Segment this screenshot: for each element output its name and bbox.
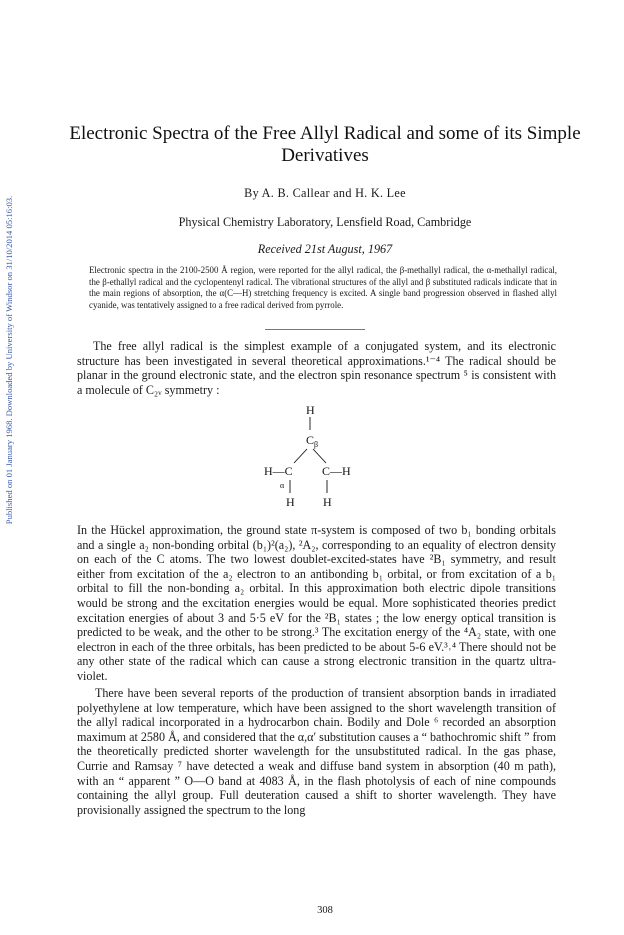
right-ch-group: C—H: [322, 464, 351, 478]
atom-h-right: H: [323, 495, 332, 509]
affiliation: Physical Chemistry Laboratory, Lensfield Road, Cambridge: [178, 215, 472, 229]
atom-h-left: H: [286, 495, 295, 509]
authors: By A. B. Callear and H. K. Lee: [244, 186, 406, 200]
paragraph-2: In the Hückel approximation, the ground state π-system is composed of two b₁ bonding orbitals and a single a₂ non-bonding orbital (b₁)²(a₂), ²A₂, corresponding to an equality of electron density on each of the C atoms. The two lowest doublet-excited-states have ²B₁ symmetry, and result either from excitation of the a₂ electron to an antibonding b₁ orbital, or from excitation of a b₁ orbital to fill the non-bonding a₂ orbital. In this approximation both electric dipole transitions would be strong and the excitation energies would be equal. More sophisticated theories predict excitation energies of about 3 and 5·5 eV for the ²B₁ states ; the low energy optical transition is predicted to be weak, and the other to be strong.³ The excitation energy of the ⁴A₂ state, with one electron in each of the three orbitals, has been predicted to be about 5-6 eV.³˒⁴ There should not be any other state of the radical which can cause a strong electronic transition in the quartz ultra-violet.: [77, 523, 556, 683]
paragraph-3: There have been several reports of the production of transient absorption bands in irradiated polyethylene at low temperature, which have been assigned to the short wavelength transition of the allyl radical incorporated in a hydrocarbon chain. Bodily and Dole ⁶ recorded an absorption maximum at 2580 Å, and considered that the α,α′ substitution causes a “ bathochromic shift ” from the theoretically predicted shorter wavelength for the unsubstituted radical. In the gas phase, Currie and Ramsay ⁷ have detected a weak and diffuse band system in absorption (40 m path), with an “ apparent ” O—O band at 4083 Å, in the flash photolysis of each of nine compounds containing the allyl group. Full deuteration caused a shift to shorter wavelength. They have provisionally assigned the spectrum to the long: [77, 686, 556, 817]
bond-cbeta-right: [313, 449, 326, 463]
download-notice: [2, 150, 16, 570]
section-divider: [265, 329, 365, 330]
paragraph-1: The free allyl radical is the simplest example of a conjugated system, and its electronic structure has been investigated in several theoretical approximations.¹⁻⁴ The radical should be planar in the ground electronic state, and the electron spin resonance spectrum ⁵ is consistent with a molecule of C₂ᵥ symmetry :: [77, 339, 556, 397]
download-notice-text: Published on 01 January 1968. Downloaded by University of Windsor on 31/10/2014 05:16:03.: [4, 195, 14, 525]
beta-label: β: [314, 440, 319, 449]
bond-cbeta-left: [294, 449, 307, 463]
allyl-structure-diagram: [250, 400, 370, 525]
page-number: 308: [317, 905, 333, 916]
received-date-text: Received 21st August, 1967: [257, 242, 393, 256]
atom-h-top: H: [306, 403, 315, 417]
abstract: Electronic spectra in the 2100-2500 Å region, were reported for the allyl radical, the β-methallyl radical, the α-methallyl radical, the β-ethallyl radical and the cyclopentenyl radical. The vibrational structures of the allyl and β substituted radicals indicate that in the main regions of absorption, the α(C—H) stretching frequency is excited. A single band progression observed in flashed allyl cyanide, was tentatively assigned to a free radical derived from pyrrole.: [89, 265, 557, 310]
alpha-label: α: [280, 481, 285, 490]
atom-c-beta: C: [306, 433, 315, 447]
article-title: Electronic Spectra of the Free Allyl Radical and some of its Simple Derivatives: [69, 123, 581, 166]
left-ch-group: H—C: [264, 464, 293, 478]
received-date: [60, 242, 590, 257]
